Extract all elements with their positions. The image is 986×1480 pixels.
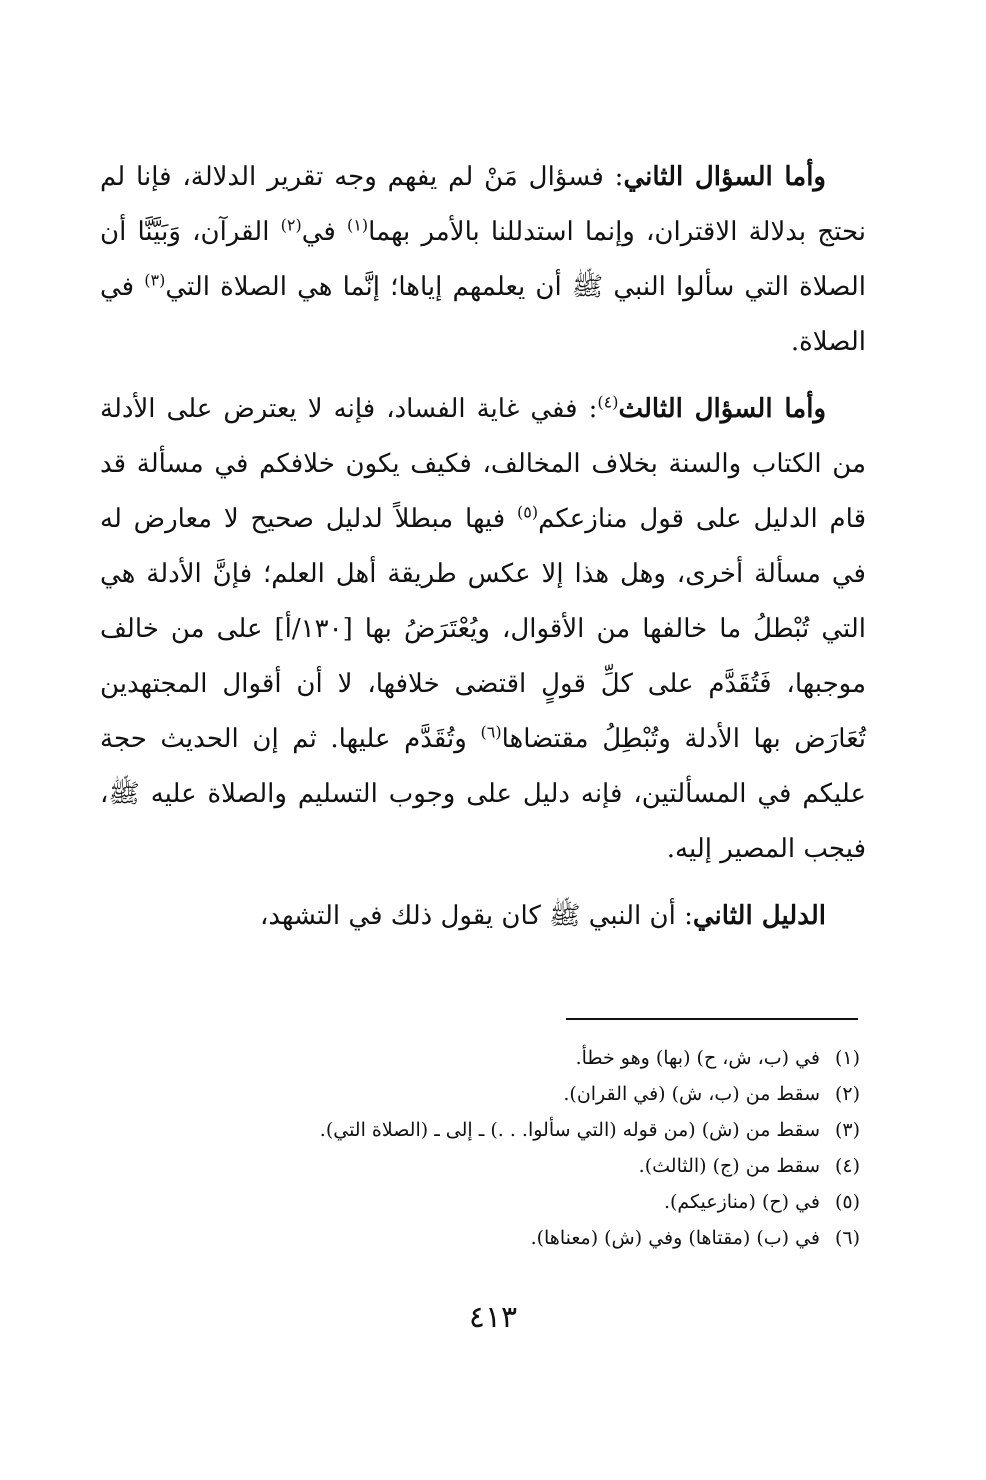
paragraph-text: في [301, 217, 348, 247]
footnote-ref-6[interactable]: (٦) [480, 722, 502, 742]
footnote-ref-1[interactable]: (١) [347, 215, 369, 235]
paragraph-text: في الصلاة. [100, 272, 866, 357]
footnote-ref-3[interactable]: (٣) [144, 270, 166, 290]
paragraph-text: القرآن، وَبَيَّنَّا أن الصلاة التي سألوا النبي ﷺ أن يعلمهم إياها؛ إنَّما هي الصلاة التي [100, 217, 866, 302]
footnote-item [100, 1220, 860, 1256]
footnote-number: (٢) [834, 1083, 860, 1105]
footnotes [100, 1040, 860, 1256]
paragraph-second-question [100, 150, 866, 370]
footnote-text: سقط من (ج) (الثالث). [638, 1155, 820, 1177]
paragraph-text: : أن النبي ﷺ كان يقول ذلك في التشهد، [259, 901, 693, 931]
paragraph-text: فيها مبطلاً لدليل صحيح لا معارض له في مسألة أخرى، وهل هذا إلا عكس طريقة أهل العلم؛ فإنَّ الأدلة هي التي تُبْطلُ ما خالفها من الأقوال، ويُعْتَرَضُ بها [١٣٠/أ] على من خالف موجبها، فَتُقَدَّم على كلِّ قولٍ اقتضى خلافها، لا أن أقوال المجتهدين تُعَارَض بها الأدلة وتُبْطِلُ مقتضاها [100, 504, 867, 754]
footnote-text: في (ب) (مقتاها) وفي (ش) (معناها). [530, 1227, 820, 1249]
footnote-text: في (ح) (منازعيكم). [663, 1191, 820, 1213]
footnote-item [100, 1076, 860, 1112]
paragraph-text: وتُقَدَّم عليها. ثم إن الحديث حجة عليكم في المسألتين، فإنه دليل على وجوب التسليم والصلاة عليه ﷺ، فيجب المصير إليه. [100, 724, 866, 864]
paragraph-text: : ففي غاية الفساد، فإنه لا يعترض على الأدلة من الكتاب والسنة بخلاف المخالف، فكيف يكون خلافكم في مسألة قد قام الدليل على قول منازعكم [100, 394, 867, 534]
footnote-text: سقط من (ب، ش) (في القران). [563, 1083, 820, 1105]
footnote-number: (٦) [834, 1227, 860, 1249]
page-number: ٤١٣ [468, 1300, 518, 1335]
footnote-number: (٤) [834, 1155, 860, 1177]
footnote-number: (٥) [834, 1191, 860, 1213]
paragraph-heading: الدليل الثاني [692, 901, 826, 931]
footnote-item [100, 1112, 860, 1148]
footnote-text: سقط من (ش) (من قوله (التي سألوا. . .) ـ إلى ـ (الصلاة التي). [319, 1119, 820, 1141]
footnote-ref-4[interactable]: (٤) [597, 392, 619, 412]
paragraph-third-question [100, 382, 866, 877]
paragraph-second-evidence [100, 889, 866, 944]
footnote-ref-2[interactable]: (٢) [280, 215, 302, 235]
main-text [100, 150, 866, 956]
footnote-item [100, 1148, 860, 1184]
paragraph-text: : فسؤال مَنْ لم يفهم وجه تقرير الدلالة، فإنا لم نحتج بدلالة الاقتران، وإنما استدللنا بالأمر بهما [100, 162, 867, 247]
footnote-item [100, 1184, 860, 1220]
paragraph-heading: وأما السؤال الثاني [623, 162, 826, 192]
paragraph-heading: وأما السؤال الثالث [618, 394, 827, 424]
footnote-number: (٣) [834, 1119, 860, 1141]
footnote-item [100, 1040, 860, 1076]
footnote-ref-5[interactable]: (٥) [517, 502, 539, 522]
footnote-divider [566, 1018, 858, 1020]
footnote-number: (١) [834, 1047, 860, 1069]
footnote-text: في (ب، ش، ح) (بها) وهو خطأ. [575, 1047, 820, 1069]
